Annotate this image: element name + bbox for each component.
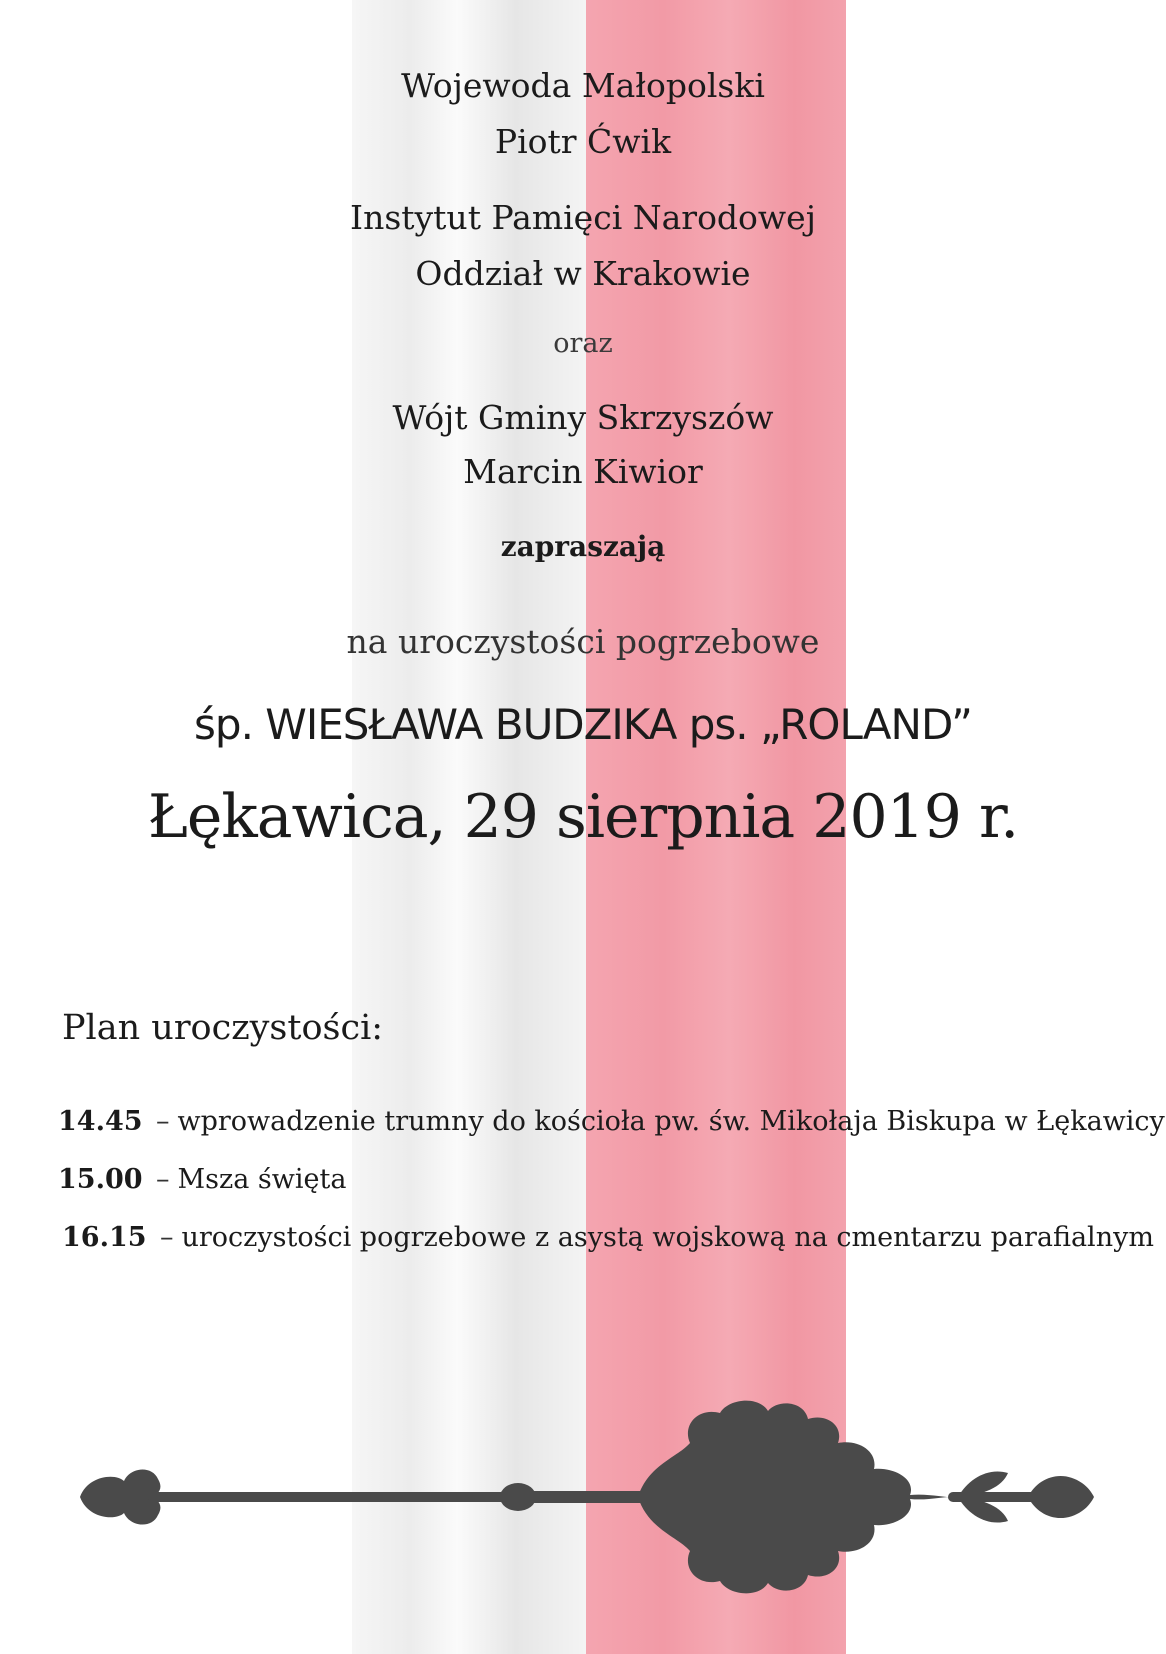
schedule-text: wprowadzenie trumny do kościoła pw. św. Mikołaja Biskupa w Łękawicy xyxy=(177,1106,1165,1137)
institute-branch: Oddział w Krakowie xyxy=(415,254,751,293)
mayor-title: Wójt Gminy Skrzyszów xyxy=(392,398,774,437)
schedule-time: 16.15 xyxy=(62,1222,147,1253)
schedule-text: Msza święta xyxy=(177,1164,347,1195)
schedule-row xyxy=(58,1106,1165,1137)
organizer-title: Wojewoda Małopolski xyxy=(401,66,765,105)
schedule-row xyxy=(62,1222,1154,1253)
schedule-time: 14.45 xyxy=(58,1106,143,1137)
invite-verb: zapraszają xyxy=(500,530,666,563)
organizer-name: Piotr Ćwik xyxy=(494,122,672,161)
schedule-dash: – xyxy=(160,1222,174,1253)
event-subtitle: na uroczystości pogrzebowe xyxy=(346,622,820,661)
conjunction-text: oraz xyxy=(553,328,613,359)
schedule-text: uroczystości pogrzebowe z asystą wojskową na cmentarzu parafialnym xyxy=(181,1222,1154,1253)
schedule-dash: – xyxy=(156,1106,170,1137)
institute-name: Instytut Pamięci Narodowej xyxy=(350,198,816,237)
mayor-name: Marcin Kiwior xyxy=(463,452,703,491)
plan-heading: Plan uroczystości: xyxy=(62,1008,384,1048)
oak-branch-ornament xyxy=(78,1395,1098,1605)
schedule-time: 15.00 xyxy=(58,1164,143,1195)
schedule-row xyxy=(58,1164,346,1195)
schedule-dash: – xyxy=(156,1164,170,1195)
deceased-name: śp. WIESŁAWA BUDZIKA ps. „ROLAND” xyxy=(194,700,972,749)
event-place-date: Łękawica, 29 sierpnia 2019 r. xyxy=(147,782,1019,852)
